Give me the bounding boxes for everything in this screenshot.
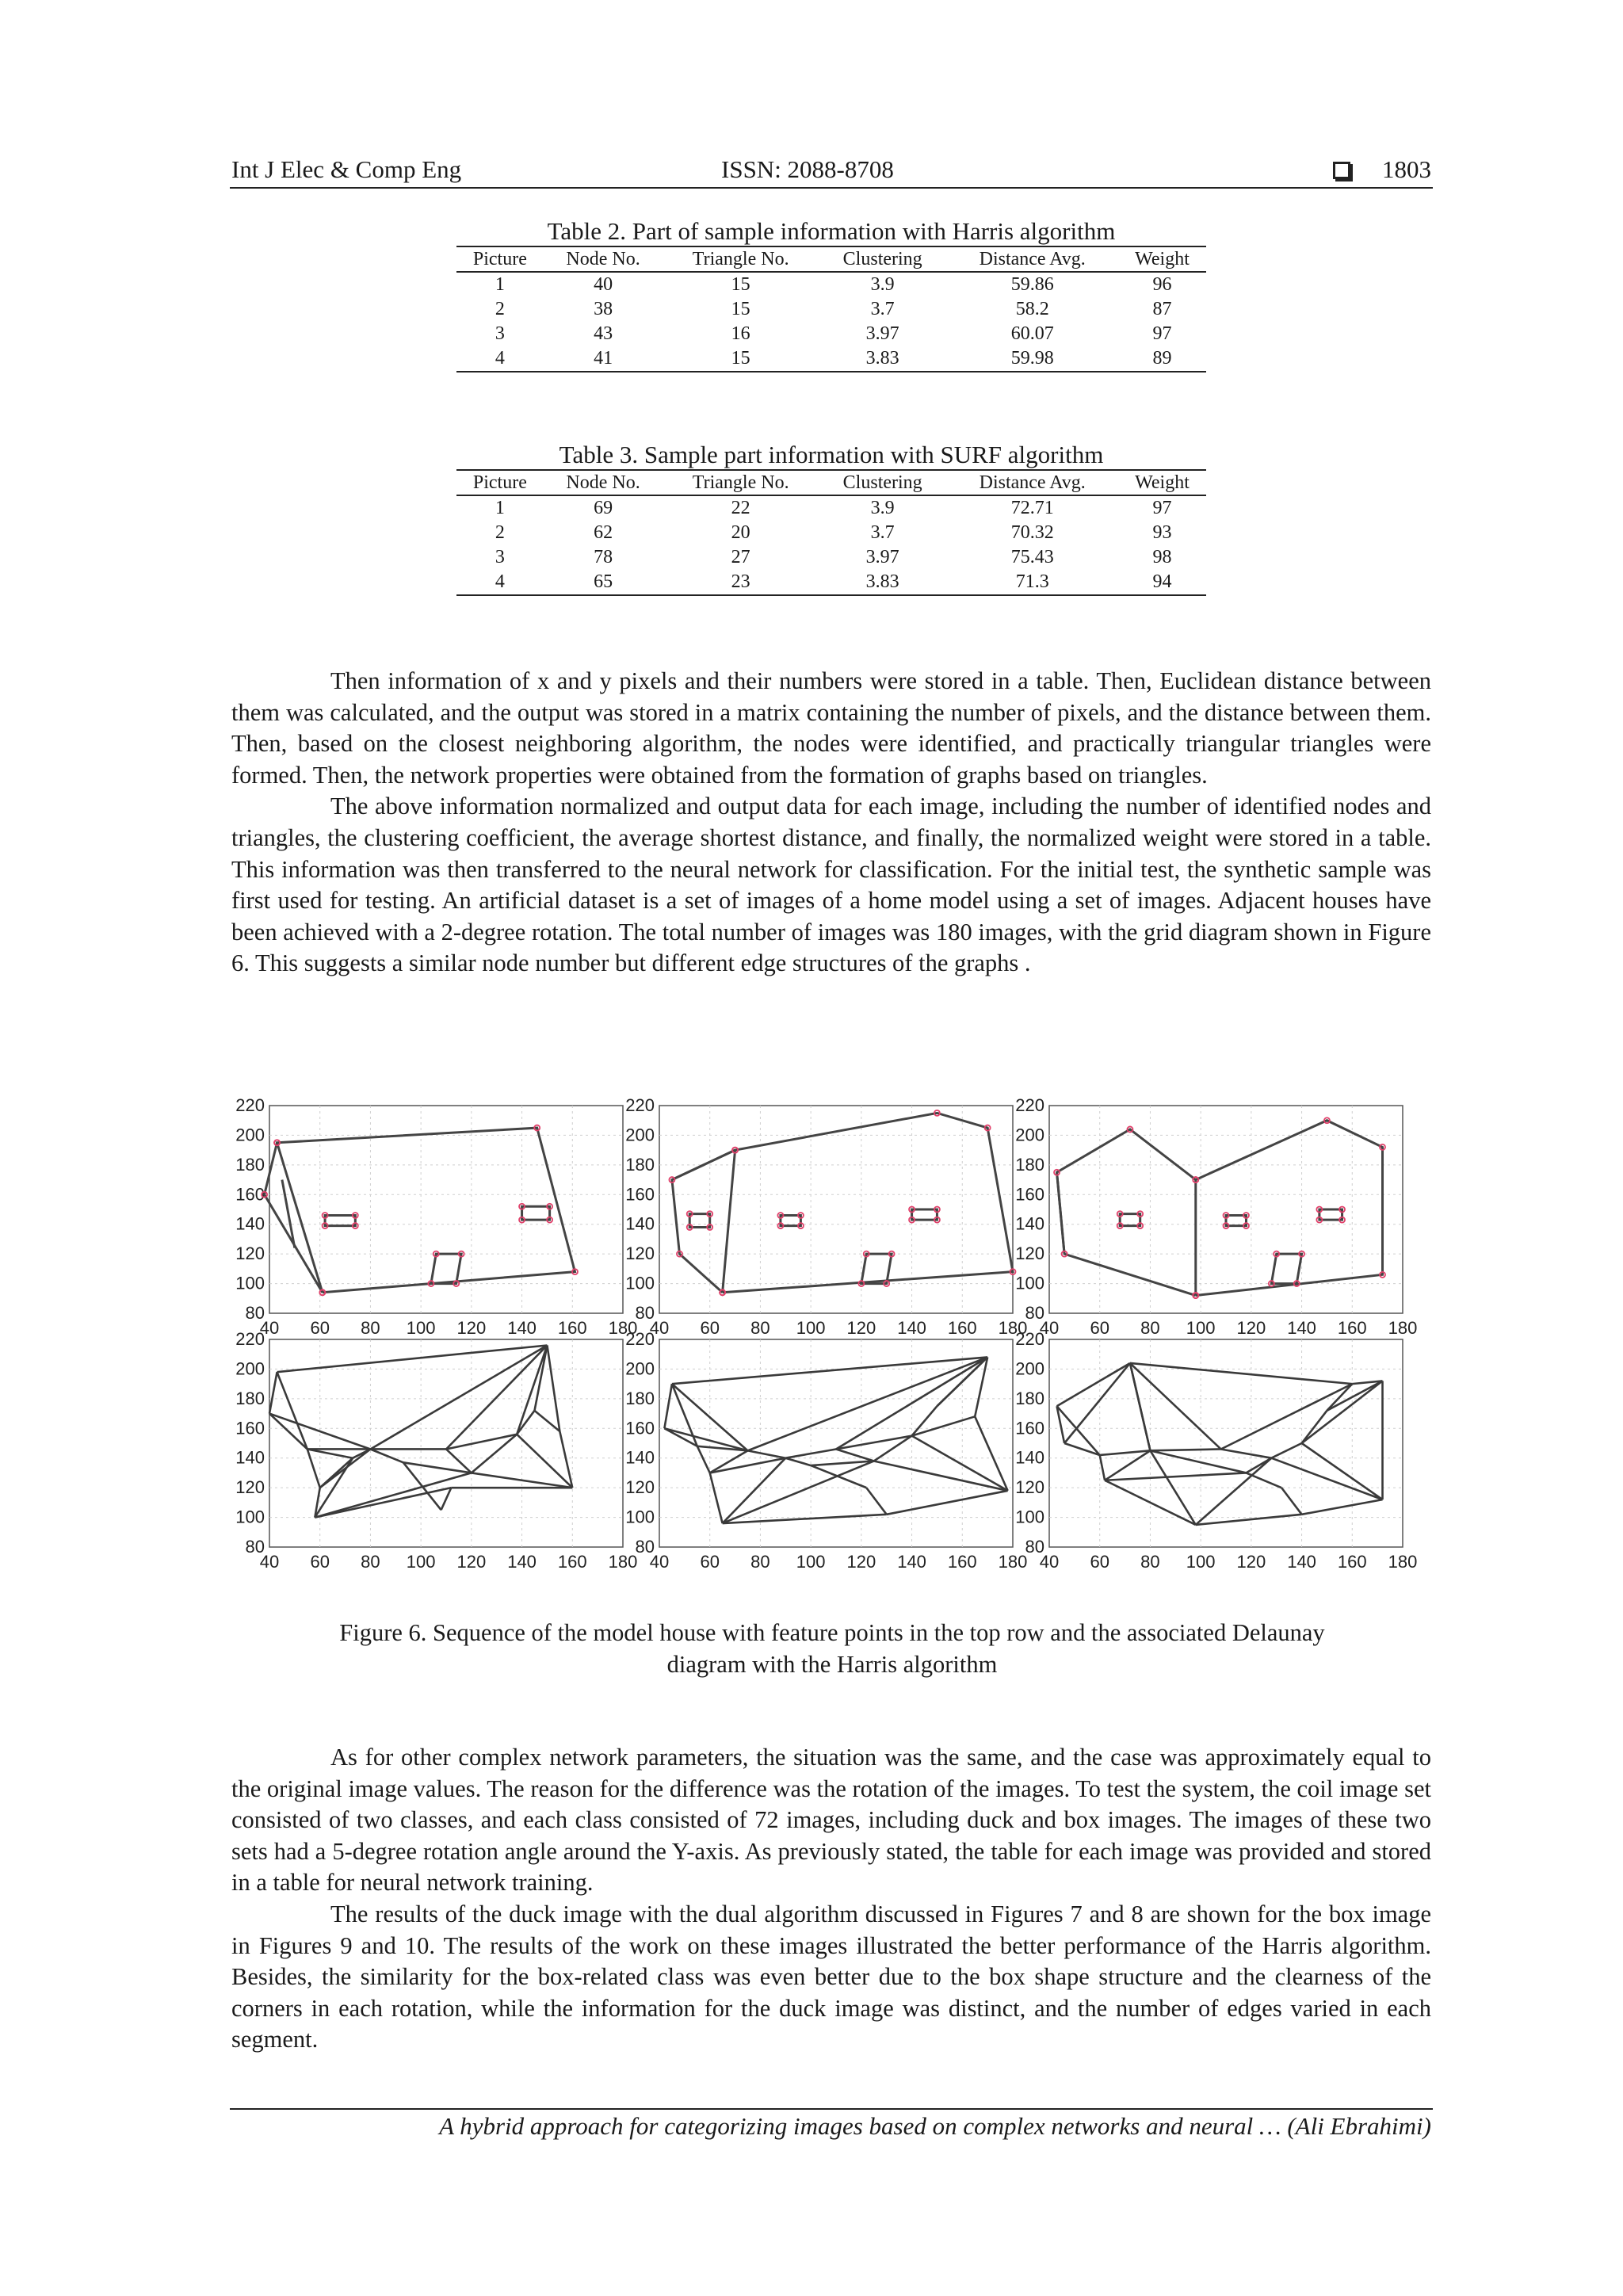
table-cell: 43 bbox=[594, 323, 613, 344]
table-cell: 98 bbox=[1152, 547, 1172, 567]
table-cell: 4 bbox=[456, 570, 544, 595]
x-tick-label: 120 bbox=[1236, 1318, 1266, 1338]
y-tick-label: 160 bbox=[625, 1418, 655, 1438]
y-tick-label: 160 bbox=[1015, 1418, 1044, 1438]
table-cell: 3.7 bbox=[870, 299, 895, 319]
table-cell: 3 bbox=[495, 323, 505, 344]
x-tick-label: 80 bbox=[1140, 1552, 1160, 1572]
x-tick-label: 40 bbox=[1039, 1552, 1060, 1572]
table-row bbox=[456, 521, 1206, 545]
figure-panel bbox=[1015, 1329, 1417, 1572]
table-cell: 1 bbox=[495, 498, 505, 518]
table-cell: 75.43 bbox=[1010, 547, 1054, 567]
figure-panel bbox=[1015, 1098, 1417, 1338]
table-3-caption: Table 3. Sample part information with SURF algorithm bbox=[559, 441, 1104, 468]
y-tick-label: 200 bbox=[235, 1125, 265, 1145]
table-cell: 3.9 bbox=[870, 498, 895, 518]
x-tick-label: 80 bbox=[1140, 1318, 1160, 1338]
x-tick-label: 80 bbox=[361, 1318, 380, 1338]
x-tick-label: 100 bbox=[1186, 1552, 1216, 1572]
y-tick-label: 220 bbox=[235, 1098, 265, 1115]
y-tick-label: 100 bbox=[235, 1273, 265, 1293]
body-text-1 bbox=[231, 666, 1431, 980]
table-cell: 97 bbox=[1152, 323, 1172, 344]
y-tick-label: 180 bbox=[1015, 1388, 1044, 1408]
table-cell: 38 bbox=[594, 299, 613, 319]
col-header: Node No. bbox=[544, 470, 663, 495]
x-tick-label: 180 bbox=[998, 1552, 1028, 1572]
y-tick-label: 160 bbox=[235, 1184, 265, 1205]
table-cell: 2 bbox=[495, 299, 505, 319]
col-header: Distance Avg. bbox=[946, 246, 1118, 272]
table-cell: 23 bbox=[663, 570, 819, 595]
x-tick-label: 100 bbox=[1186, 1318, 1216, 1338]
table-cell: 78 bbox=[594, 547, 613, 567]
table-cell: 62 bbox=[594, 522, 613, 543]
y-tick-label: 140 bbox=[235, 1447, 265, 1468]
table-row bbox=[456, 545, 1206, 570]
y-tick-label: 220 bbox=[625, 1329, 655, 1349]
table-row bbox=[456, 272, 1206, 297]
paragraph: Then information of x and y pixels and their numbers were stored in a table. Then, Euclidean distance between them was calculated, and the output was stored in a matrix containing the number of pixels, and the distance between them. Then, based on the closest neighboring algorithm, the nodes were identified, and practically triangular triangles were formed. Then, the network properties were obtained from the formation of graphs based on triangles. bbox=[231, 667, 1431, 789]
col-header: Weight bbox=[1118, 470, 1206, 495]
figure-panel bbox=[625, 1098, 1027, 1338]
paragraph: The results of the duck image with the dual algorithm discussed in Figures 7 and 8 are shown for the box image in Figures 9 and 10. The results of the work on these images illustrated the better performance of the Harris algorithm. Besides, the similarity for the box-related class was even better due to the box shape structure and the clearness of the corners in each rotation, while the information for the duck image was distinct, and the number of edges varied in each segment. bbox=[231, 1900, 1431, 2053]
x-tick-label: 60 bbox=[1090, 1552, 1109, 1572]
x-tick-label: 120 bbox=[456, 1318, 487, 1338]
y-tick-label: 80 bbox=[245, 1303, 265, 1323]
x-tick-label: 140 bbox=[507, 1318, 537, 1338]
table-2-grid bbox=[456, 246, 1206, 372]
x-tick-label: 40 bbox=[1039, 1318, 1060, 1338]
table-3-grid bbox=[456, 469, 1206, 596]
table-cell: 1 bbox=[495, 274, 505, 295]
y-tick-label: 220 bbox=[235, 1329, 265, 1349]
figure-6 bbox=[230, 1098, 1433, 1581]
y-tick-label: 120 bbox=[235, 1244, 265, 1264]
table-row bbox=[456, 346, 1206, 372]
col-header: Picture bbox=[456, 470, 544, 495]
table-2-caption: Table 2. Part of sample information with Harris algorithm bbox=[547, 217, 1116, 245]
col-header: Triangle No. bbox=[663, 470, 819, 495]
y-tick-label: 80 bbox=[1025, 1303, 1044, 1323]
y-tick-label: 180 bbox=[235, 1388, 265, 1408]
table-cell: 60.07 bbox=[1010, 323, 1054, 344]
issn: ISSN: 2088-8708 bbox=[721, 155, 894, 183]
y-tick-label: 120 bbox=[625, 1244, 655, 1264]
table-3 bbox=[456, 441, 1206, 596]
col-header: Weight bbox=[1118, 246, 1206, 272]
table-cell: 27 bbox=[731, 547, 750, 567]
y-tick-label: 200 bbox=[625, 1125, 655, 1145]
x-tick-label: 160 bbox=[947, 1318, 977, 1338]
y-tick-label: 100 bbox=[625, 1273, 655, 1293]
x-tick-label: 180 bbox=[608, 1552, 638, 1572]
footer-rule bbox=[230, 2108, 1433, 2110]
table-cell: 41 bbox=[544, 346, 663, 372]
col-header: Node No. bbox=[544, 246, 663, 272]
x-tick-label: 180 bbox=[998, 1318, 1028, 1338]
x-tick-label: 120 bbox=[1236, 1552, 1266, 1572]
y-tick-label: 120 bbox=[1015, 1477, 1044, 1498]
y-tick-label: 120 bbox=[1015, 1244, 1044, 1264]
body-text-2 bbox=[231, 1742, 1431, 2056]
table-cell: 3 bbox=[495, 547, 505, 567]
x-tick-label: 60 bbox=[700, 1552, 720, 1572]
table-cell: 3.83 bbox=[819, 570, 946, 595]
col-header: Distance Avg. bbox=[946, 470, 1118, 495]
y-tick-label: 180 bbox=[625, 1388, 655, 1408]
y-tick-label: 80 bbox=[635, 1537, 655, 1557]
table-cell: 71.3 bbox=[946, 570, 1118, 595]
journal-name: Int J Elec & Comp Eng bbox=[231, 155, 462, 183]
panel-frame bbox=[1049, 1339, 1403, 1547]
table-cell: 97 bbox=[1152, 498, 1172, 518]
table-cell: 40 bbox=[594, 274, 613, 295]
x-tick-label: 160 bbox=[1337, 1318, 1367, 1338]
table-2-header-row bbox=[456, 246, 1206, 272]
table-3-header-row bbox=[456, 470, 1206, 495]
y-tick-label: 140 bbox=[625, 1213, 655, 1234]
y-tick-label: 160 bbox=[1015, 1184, 1044, 1205]
table-cell: 2 bbox=[495, 522, 505, 543]
table-cell: 15 bbox=[731, 274, 750, 295]
table-cell: 15 bbox=[731, 299, 750, 319]
y-tick-label: 100 bbox=[625, 1507, 655, 1527]
table-cell: 65 bbox=[544, 570, 663, 595]
table-cell: 58.2 bbox=[1015, 299, 1049, 319]
y-tick-label: 200 bbox=[1015, 1358, 1044, 1379]
table-cell: 72.71 bbox=[1010, 498, 1054, 518]
x-tick-label: 80 bbox=[750, 1552, 770, 1572]
x-tick-label: 160 bbox=[1337, 1552, 1367, 1572]
x-tick-label: 40 bbox=[259, 1318, 280, 1338]
y-tick-label: 100 bbox=[235, 1507, 265, 1527]
col-header: Picture bbox=[456, 246, 544, 272]
y-tick-label: 140 bbox=[235, 1213, 265, 1234]
x-tick-label: 120 bbox=[456, 1552, 487, 1572]
y-tick-label: 100 bbox=[1015, 1273, 1044, 1293]
x-tick-label: 140 bbox=[1287, 1552, 1316, 1572]
x-tick-label: 100 bbox=[406, 1552, 436, 1572]
table-row bbox=[456, 297, 1206, 322]
figure-panel bbox=[235, 1329, 637, 1572]
table-cell: 4 bbox=[456, 346, 544, 372]
x-tick-label: 180 bbox=[1388, 1552, 1418, 1572]
panel-frame bbox=[1049, 1106, 1403, 1313]
x-tick-label: 160 bbox=[557, 1552, 587, 1572]
y-tick-label: 160 bbox=[235, 1418, 265, 1438]
y-tick-label: 160 bbox=[625, 1184, 655, 1205]
x-tick-label: 100 bbox=[796, 1552, 826, 1572]
x-tick-label: 60 bbox=[700, 1318, 720, 1338]
x-tick-label: 160 bbox=[557, 1318, 587, 1338]
y-tick-label: 200 bbox=[625, 1358, 655, 1379]
page-number-block bbox=[1333, 155, 1431, 184]
x-tick-label: 80 bbox=[361, 1552, 380, 1572]
y-tick-label: 220 bbox=[1015, 1329, 1044, 1349]
figure-6-panels bbox=[230, 1098, 1433, 1581]
x-tick-label: 140 bbox=[897, 1552, 926, 1572]
x-tick-label: 60 bbox=[310, 1318, 330, 1338]
y-tick-label: 140 bbox=[625, 1447, 655, 1468]
x-tick-label: 60 bbox=[1090, 1318, 1109, 1338]
y-tick-label: 180 bbox=[1015, 1154, 1044, 1175]
table-cell: 3.97 bbox=[865, 547, 899, 567]
x-tick-label: 40 bbox=[259, 1552, 280, 1572]
y-tick-label: 120 bbox=[235, 1477, 265, 1498]
table-2 bbox=[456, 217, 1206, 372]
table-cell: 3.9 bbox=[870, 274, 895, 295]
table-cell: 3.7 bbox=[870, 522, 895, 543]
figure-6-caption-line-1: Figure 6. Sequence of the model house with feature points in the top row and the associated Delaunay bbox=[339, 1619, 1325, 1646]
table-cell: 15 bbox=[663, 346, 819, 372]
y-tick-label: 80 bbox=[635, 1303, 655, 1323]
page-number: 1803 bbox=[1382, 155, 1431, 183]
table-cell: 89 bbox=[1118, 346, 1206, 372]
x-tick-label: 140 bbox=[507, 1552, 537, 1572]
x-tick-label: 100 bbox=[406, 1318, 436, 1338]
table-cell: 94 bbox=[1118, 570, 1206, 595]
x-tick-label: 40 bbox=[649, 1318, 670, 1338]
figure-6-caption bbox=[262, 1617, 1403, 1680]
x-tick-label: 120 bbox=[846, 1318, 876, 1338]
table-cell: 87 bbox=[1152, 299, 1172, 319]
table-cell: 22 bbox=[731, 498, 750, 518]
x-tick-label: 60 bbox=[310, 1552, 330, 1572]
y-tick-label: 120 bbox=[625, 1477, 655, 1498]
col-header: Triangle No. bbox=[663, 246, 819, 272]
ballot-box-icon bbox=[1333, 162, 1350, 179]
y-tick-label: 200 bbox=[235, 1358, 265, 1379]
y-tick-label: 220 bbox=[1015, 1098, 1044, 1115]
table-cell: 59.86 bbox=[1010, 274, 1054, 295]
table-cell: 3.83 bbox=[819, 346, 946, 372]
table-cell: 69 bbox=[594, 498, 613, 518]
figure-panel bbox=[235, 1098, 637, 1338]
table-cell: 70.32 bbox=[1010, 522, 1054, 543]
x-tick-label: 140 bbox=[1287, 1318, 1316, 1338]
y-tick-label: 220 bbox=[625, 1098, 655, 1115]
paragraph: As for other complex network parameters, the situation was the same, and the case was approximately equal to the original image values. The reason for the difference was the rotation of the images. To test the system, the coil image set consisted of two classes, and each class consisted of 72 images, including duck and box images. The images of these two sets had a 5-degree rotation angle around the Y-axis. As previously stated, the table for each image was provided and stored in a table for neural network training. bbox=[231, 1744, 1431, 1897]
x-tick-label: 180 bbox=[1388, 1318, 1418, 1338]
running-title: A hybrid approach for categorizing images based on complex networks and neural … (Ali Ebrahimi) bbox=[439, 2112, 1431, 2140]
table-cell: 93 bbox=[1152, 522, 1172, 543]
x-tick-label: 140 bbox=[897, 1318, 926, 1338]
y-tick-label: 180 bbox=[235, 1154, 265, 1175]
table-cell: 20 bbox=[731, 522, 750, 543]
table-row bbox=[456, 495, 1206, 521]
y-tick-label: 80 bbox=[245, 1537, 265, 1557]
col-header: Clustering bbox=[819, 470, 946, 495]
x-tick-label: 120 bbox=[846, 1552, 876, 1572]
x-tick-label: 180 bbox=[608, 1318, 638, 1338]
y-tick-label: 140 bbox=[1015, 1447, 1044, 1468]
table-cell: 96 bbox=[1152, 274, 1172, 295]
table-cell: 16 bbox=[731, 323, 750, 344]
figure-panel bbox=[625, 1329, 1027, 1572]
paragraph: The above information normalized and output data for each image, including the number of identified nodes and triangles, the clustering coefficient, the average shortest distance, and finally, the normalized weight were stored in a table. This information was then transferred to the neural network for classification. For the initial test, the synthetic sample was first used for testing. An artificial dataset is a set of images of a home model using a set of images. Adjacent houses have been achieved with a 2-degree rotation. The total number of images was 180 images, with the grid diagram shown in Figure 6. This suggests a similar node number but different edge structures of the graphs . bbox=[231, 793, 1431, 977]
col-header: Clustering bbox=[819, 246, 946, 272]
x-tick-label: 40 bbox=[649, 1552, 670, 1572]
table-cell: 3.97 bbox=[865, 323, 899, 344]
table-cell: 59.98 bbox=[946, 346, 1118, 372]
y-tick-label: 140 bbox=[1015, 1213, 1044, 1234]
x-tick-label: 160 bbox=[947, 1552, 977, 1572]
y-tick-label: 100 bbox=[1015, 1507, 1044, 1527]
table-row bbox=[456, 322, 1206, 346]
header-rule bbox=[230, 187, 1433, 189]
x-tick-label: 80 bbox=[750, 1318, 770, 1338]
y-tick-label: 200 bbox=[1015, 1125, 1044, 1145]
y-tick-label: 180 bbox=[625, 1154, 655, 1175]
figure-6-caption-line-2: diagram with the Harris algorithm bbox=[666, 1651, 998, 1678]
x-tick-label: 100 bbox=[796, 1318, 826, 1338]
y-tick-label: 80 bbox=[1025, 1537, 1044, 1557]
table-row bbox=[456, 570, 1206, 595]
